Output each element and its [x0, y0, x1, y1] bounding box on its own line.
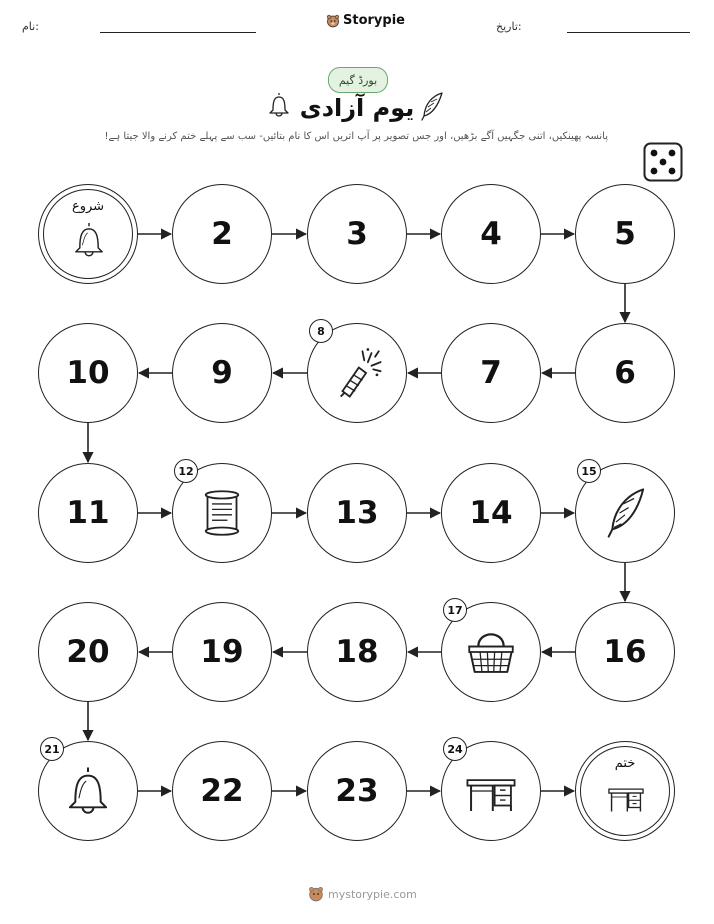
- board-space-6[interactable]: [575, 323, 675, 423]
- space-number: 13: [335, 495, 379, 531]
- board-space-13[interactable]: [307, 463, 407, 563]
- board-game-badge: بورڈ گیم: [328, 67, 388, 93]
- date-label: تاریخ:: [496, 20, 522, 33]
- space-number: 7: [480, 355, 502, 391]
- board-space-14[interactable]: [441, 463, 541, 563]
- feather-icon: [596, 484, 654, 542]
- space-number: 5: [614, 216, 636, 252]
- space-number: 16: [603, 634, 647, 670]
- start-label: شروع: [71, 199, 105, 214]
- scroll-icon: [193, 484, 251, 542]
- board-space-7[interactable]: [441, 323, 541, 423]
- footer: [308, 886, 417, 902]
- space-number-badge: 12: [174, 459, 198, 483]
- footer-url: mystorypie.com: [328, 887, 417, 901]
- space-number: 14: [469, 495, 513, 531]
- instructions-text: پانسہ پھینکیں، اتنی جگہیں آگے بڑھیں، اور جس تصویر پر آپ اتریں اس کا نام بتائیں- سب سے پہلے ختم کرنے والا جیتا ہے!: [104, 131, 608, 142]
- board-space-23[interactable]: [307, 741, 407, 841]
- brand-name: Storypie: [343, 13, 405, 28]
- space-number-badge: 21: [40, 737, 64, 761]
- storypie-mascot-icon: [308, 886, 324, 902]
- space-number-badge: 15: [577, 459, 601, 483]
- board-space-4[interactable]: [441, 184, 541, 284]
- board-space-start[interactable]: [38, 184, 138, 284]
- board-space-10[interactable]: [38, 323, 138, 423]
- firework-icon: [328, 344, 386, 402]
- board-space-9[interactable]: [172, 323, 272, 423]
- space-number: 18: [335, 634, 379, 670]
- page-title: یوم آزادی: [299, 94, 415, 122]
- end-label: ختم: [614, 756, 636, 771]
- bell-icon: [59, 762, 117, 820]
- space-number: 10: [66, 355, 110, 391]
- board-space-finish[interactable]: [575, 741, 675, 841]
- space-number-badge: 8: [309, 319, 333, 343]
- space-number: 19: [200, 634, 244, 670]
- bell-icon: [68, 219, 110, 261]
- board-space-20[interactable]: [38, 602, 138, 702]
- basket-icon: [462, 623, 520, 681]
- space-number: 23: [335, 773, 379, 809]
- space-number: 2: [211, 216, 233, 252]
- board-space-18[interactable]: [307, 602, 407, 702]
- space-number: 22: [200, 773, 244, 809]
- space-number: 9: [211, 355, 233, 391]
- space-number: 20: [66, 634, 110, 670]
- board-space-19[interactable]: [172, 602, 272, 702]
- space-number: 3: [346, 216, 368, 252]
- board-space-3[interactable]: [307, 184, 407, 284]
- desk-icon: [605, 776, 647, 818]
- space-number: 11: [66, 495, 110, 531]
- desk-icon: [462, 762, 520, 820]
- board-space-11[interactable]: [38, 463, 138, 563]
- board-space-16[interactable]: [575, 602, 675, 702]
- space-number: 4: [480, 216, 502, 252]
- name-label: نام:: [22, 20, 39, 33]
- board-space-22[interactable]: [172, 741, 272, 841]
- space-number-badge: 17: [443, 598, 467, 622]
- space-number: 6: [614, 355, 636, 391]
- board-space-5[interactable]: [575, 184, 675, 284]
- space-number-badge: 24: [443, 737, 467, 761]
- board-space-2[interactable]: [172, 184, 272, 284]
